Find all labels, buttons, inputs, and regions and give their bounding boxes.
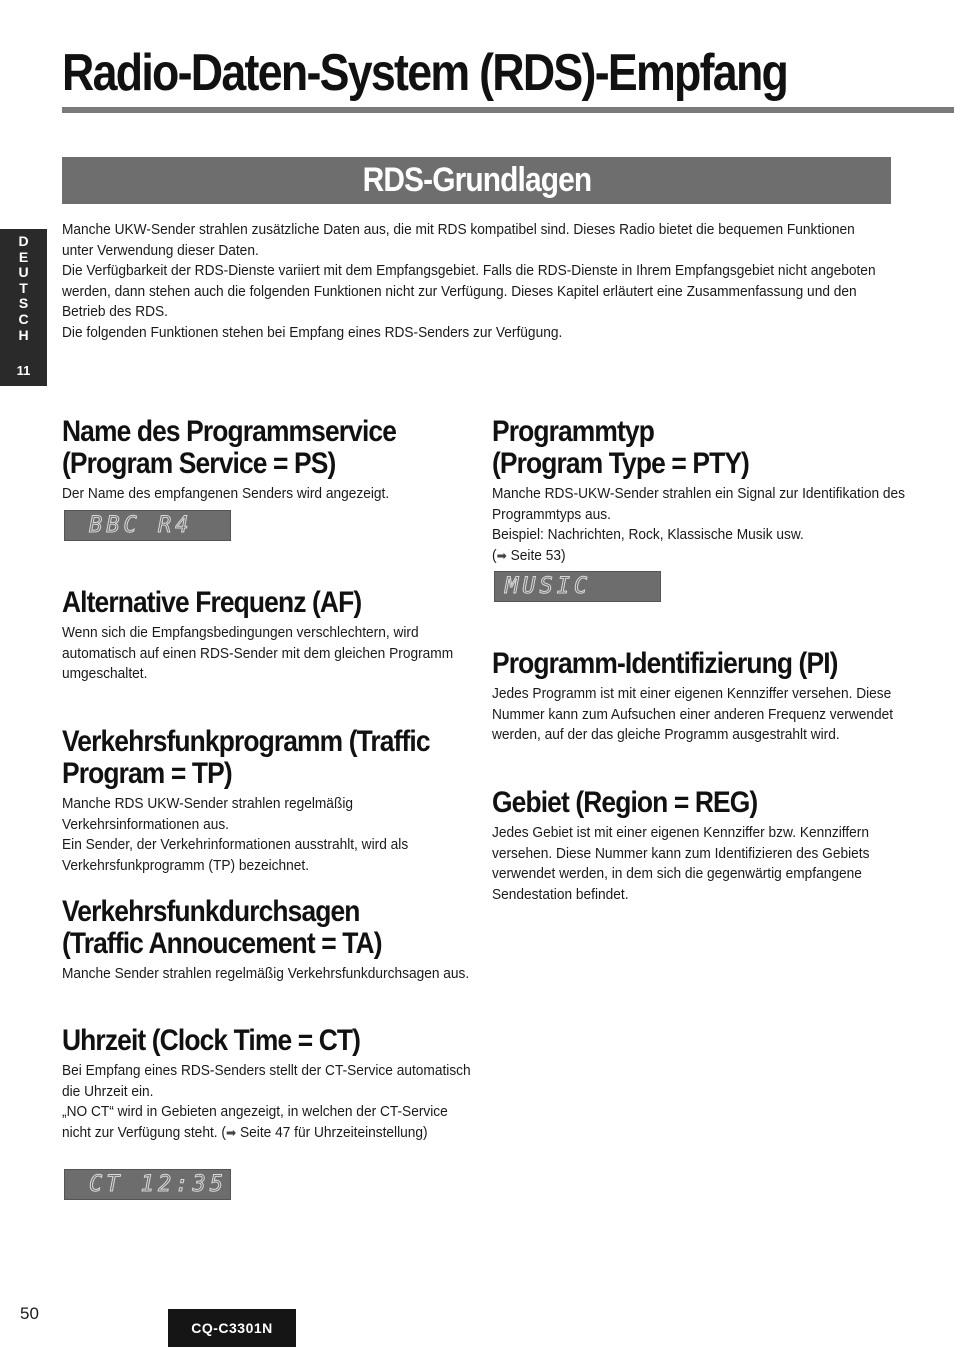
ta-text: Manche Sender strahlen regelmäßig Verkehrsfunkdurchsagen aus. bbox=[62, 966, 470, 982]
pty-ref-open: ( bbox=[492, 547, 497, 564]
ta-heading bbox=[62, 896, 476, 960]
reg-text: Jedes Gebiet ist mit einer eigenen Kennziffer bzw. Kennziffern versehen. Diese Nummer kann zum Identifizieren des Gebiets verwendet werden, in dem sich die gegenwärtig empfangene Sendestation befindet. bbox=[492, 825, 870, 903]
reg-heading: Gebiet (Region = REG) bbox=[492, 786, 758, 819]
pty-heading-line: (Program Type = PTY) bbox=[492, 447, 749, 480]
tab-letter: S bbox=[18, 295, 29, 312]
section-reg bbox=[492, 787, 912, 905]
title-rule bbox=[62, 107, 954, 113]
page-number: 50 bbox=[20, 1304, 39, 1323]
tp-heading-line: Verkehrsfunkprogramm (Traffic bbox=[62, 725, 430, 758]
tab-letter: C bbox=[18, 310, 29, 327]
language-tab bbox=[0, 229, 47, 386]
intro-text bbox=[62, 220, 889, 343]
tp-text: Ein Sender, der Verkehrinformationen ausstrahlt, wird als Verkehrsfunkprogramm (TP) bezeichnet. bbox=[62, 837, 409, 874]
intro-paragraph: Manche UKW-Sender strahlen zusätzliche Daten aus, die mit RDS kompatibel sind. Dieses Radio bietet die bequemen Funktionen unter Verwendung dieser Daten. bbox=[62, 222, 855, 259]
ct-text: Bei Empfang eines RDS-Senders stellt der CT-Service automatisch die Uhrzeit ein. bbox=[62, 1063, 471, 1100]
ps-text: Der Name des empfangenen Senders wird angezeigt. bbox=[62, 486, 390, 502]
section-banner bbox=[62, 157, 891, 204]
ct-display: CT 12:35 bbox=[64, 1169, 231, 1200]
banner-title: RDS-Grundlagen bbox=[362, 161, 591, 199]
tab-letter: T bbox=[19, 279, 28, 296]
pty-heading-line: Programmtyp bbox=[492, 415, 654, 448]
section-af bbox=[62, 587, 482, 685]
pty-heading bbox=[492, 416, 906, 480]
section-number: 11 bbox=[16, 363, 31, 378]
section-pi bbox=[492, 648, 912, 746]
pi-heading: Programm-Identifizierung (PI) bbox=[492, 647, 838, 680]
ta-heading-line: (Traffic Annoucement = TA) bbox=[62, 927, 382, 960]
af-text: Wenn sich die Empfangsbedingungen verschlechtern, wird automatisch auf einen RDS-Sender mit dem gleichen Programm umgeschaltet. bbox=[62, 625, 454, 682]
ct-heading: Uhrzeit (Clock Time = CT) bbox=[62, 1024, 361, 1057]
intro-paragraph: Die folgenden Funktionen stehen bei Empfang eines RDS-Senders zur Verfügung. bbox=[62, 324, 563, 341]
section-pty bbox=[492, 416, 912, 566]
ct-text-ref bbox=[62, 1102, 476, 1143]
ps-display: BBC R4 bbox=[64, 510, 231, 541]
ta-heading-line: Verkehrsfunkdurchsagen bbox=[62, 895, 360, 928]
page-title: Radio-Daten-System (RDS)-Empfang bbox=[62, 44, 788, 102]
tab-letter: D bbox=[18, 233, 29, 249]
tp-heading bbox=[62, 726, 476, 790]
tp-text: Manche RDS UKW-Sender strahlen regelmäßig Verkehrsinformationen aus. bbox=[62, 796, 354, 833]
model-badge: CQ-C3301N bbox=[168, 1309, 296, 1347]
section-ta bbox=[62, 896, 482, 985]
section-tp bbox=[62, 726, 482, 876]
right-arrow-icon: ➡ bbox=[496, 547, 507, 563]
tab-letter: U bbox=[18, 264, 29, 281]
pty-text: Beispiel: Nachrichten, Rock, Klassische Musik usw. bbox=[492, 527, 804, 543]
pty-text: Manche RDS-UKW-Sender strahlen ein Signal zur Identifikation des Programmtyps aus. bbox=[492, 486, 906, 523]
intro-paragraph: Die Verfügbarkeit der RDS-Dienste variiert mit dem Empfangsgebiet. Falls die RDS-Dienste in Ihrem Empfangsgebiet nicht angeboten werden, dann stehen auch die folgenden Funktionen nicht zur Verfügung. Dieses Kapitel erläutert eine Zusammenfassung und den Betrieb des RDS. bbox=[62, 263, 876, 320]
section-ct bbox=[62, 1025, 482, 1143]
tab-letter: H bbox=[18, 326, 29, 343]
tp-heading-line: Program = TP) bbox=[62, 757, 232, 790]
ps-heading-line: (Program Service = PS) bbox=[62, 447, 336, 480]
pty-ref-page: Seite 53) bbox=[506, 547, 566, 564]
section-ps bbox=[62, 416, 482, 505]
language-tab-letters bbox=[0, 229, 47, 343]
ps-heading bbox=[62, 416, 476, 480]
right-arrow-icon: ➡ bbox=[225, 1124, 237, 1140]
ct-ref-page: Seite 47 für Uhrzeiteinstellung) bbox=[236, 1124, 428, 1141]
pty-display: MUSIC bbox=[494, 571, 661, 602]
af-heading: Alternative Frequenz (AF) bbox=[62, 586, 362, 619]
pty-ref bbox=[492, 546, 906, 567]
ct-ref-text: „NO CT“ wird in Gebieten angezeigt, in welchen der CT-Service nicht zur Verfügung steht. ( bbox=[62, 1104, 448, 1141]
tab-letter: E bbox=[18, 248, 29, 265]
ps-heading-line: Name des Programmservice bbox=[62, 415, 397, 448]
pi-text: Jedes Programm ist mit einer eigenen Kennziffer versehen. Diese Nummer kann zum Aufsuchen einer anderen Frequenz verwendet werden, auf der das gleiche Programm ausgestrahlt wird. bbox=[492, 686, 894, 743]
